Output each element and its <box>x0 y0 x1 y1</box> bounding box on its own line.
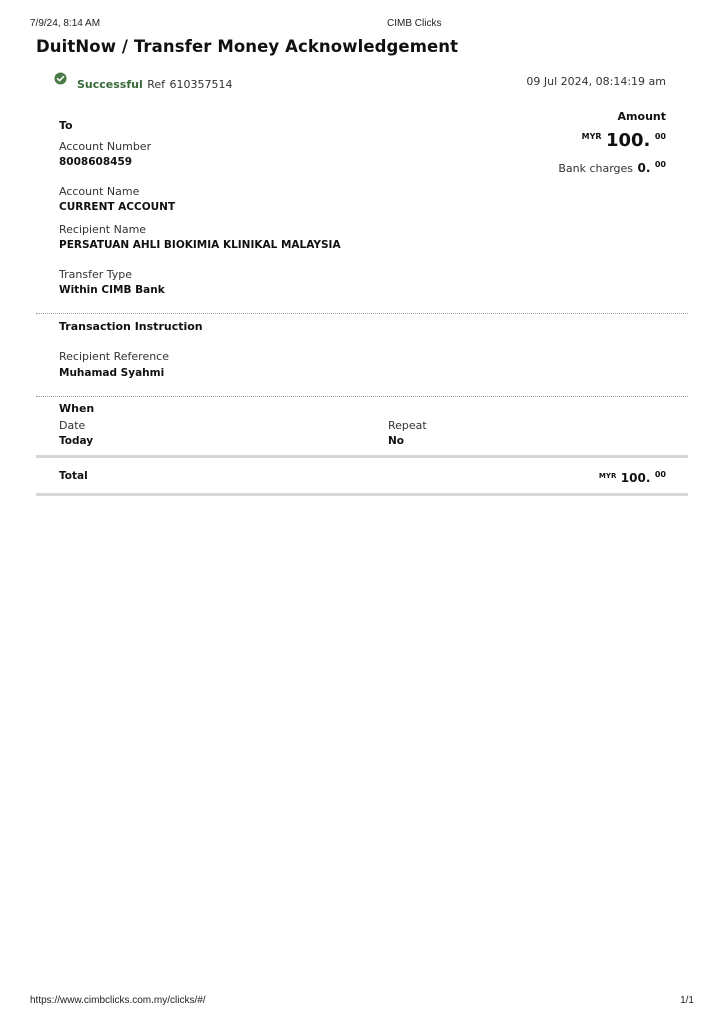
status-label: Successful <box>77 78 143 91</box>
section-divider <box>36 313 688 314</box>
when-heading: When <box>59 402 95 415</box>
print-datetime: 7/9/24, 8:14 AM <box>30 18 101 29</box>
recipient-reference-value: Muhamad Syahmi <box>59 367 165 379</box>
transfer-type-value: Within CIMB Bank <box>59 284 165 296</box>
amount-currency: MYR <box>581 132 602 141</box>
ref-number: 610357514 <box>169 78 233 91</box>
instruction-heading: Transaction Instruction <box>59 320 203 333</box>
account-number-label: Account Number <box>59 140 152 153</box>
date-value: Today <box>59 435 94 447</box>
total-cents: 00 <box>654 470 666 479</box>
account-number-value: 8008608459 <box>59 156 133 168</box>
transfer-type-label: Transfer Type <box>59 268 132 281</box>
account-name-label: Account Name <box>59 185 140 198</box>
amount-cents: 00 <box>654 132 666 141</box>
amount-whole: 100. <box>605 130 651 151</box>
total-value <box>599 469 666 487</box>
to-heading: To <box>59 119 73 132</box>
recipient-name-value: PERSATUAN AHLI BIOKIMIA KLINIKAL MALAYSIA <box>59 239 341 251</box>
print-page-number: 1/1 <box>680 995 694 1006</box>
repeat-value: No <box>388 435 405 447</box>
total-whole: 100. <box>620 471 651 485</box>
repeat-label: Repeat <box>388 419 427 432</box>
bank-charges-cents: 00 <box>654 160 666 169</box>
bank-charges <box>558 159 666 177</box>
ref-prefix: Ref <box>147 78 165 91</box>
print-site-name: CIMB Clicks <box>387 18 442 29</box>
section-divider <box>36 396 688 397</box>
status-line <box>77 75 232 93</box>
bank-charges-whole: 0. <box>637 161 651 175</box>
recipient-reference-label: Recipient Reference <box>59 350 169 363</box>
total-bottom-divider <box>36 493 688 496</box>
check-circle-icon <box>54 72 67 85</box>
print-url: https://www.cimbclicks.com.my/clicks/#/ <box>30 995 206 1006</box>
amount-heading: Amount <box>617 110 666 123</box>
date-label: Date <box>59 419 86 432</box>
recipient-name-label: Recipient Name <box>59 223 147 236</box>
account-name-value: CURRENT ACCOUNT <box>59 201 176 213</box>
total-label: Total <box>59 470 88 482</box>
transaction-timestamp: 09 Jul 2024, 08:14:19 am <box>526 75 666 88</box>
total-currency: MYR <box>598 472 617 480</box>
amount-value <box>582 130 666 151</box>
bank-charges-label: Bank charges <box>558 162 634 175</box>
page-title: DuitNow / Transfer Money Acknowledgement <box>36 37 459 56</box>
total-top-divider <box>36 455 688 458</box>
